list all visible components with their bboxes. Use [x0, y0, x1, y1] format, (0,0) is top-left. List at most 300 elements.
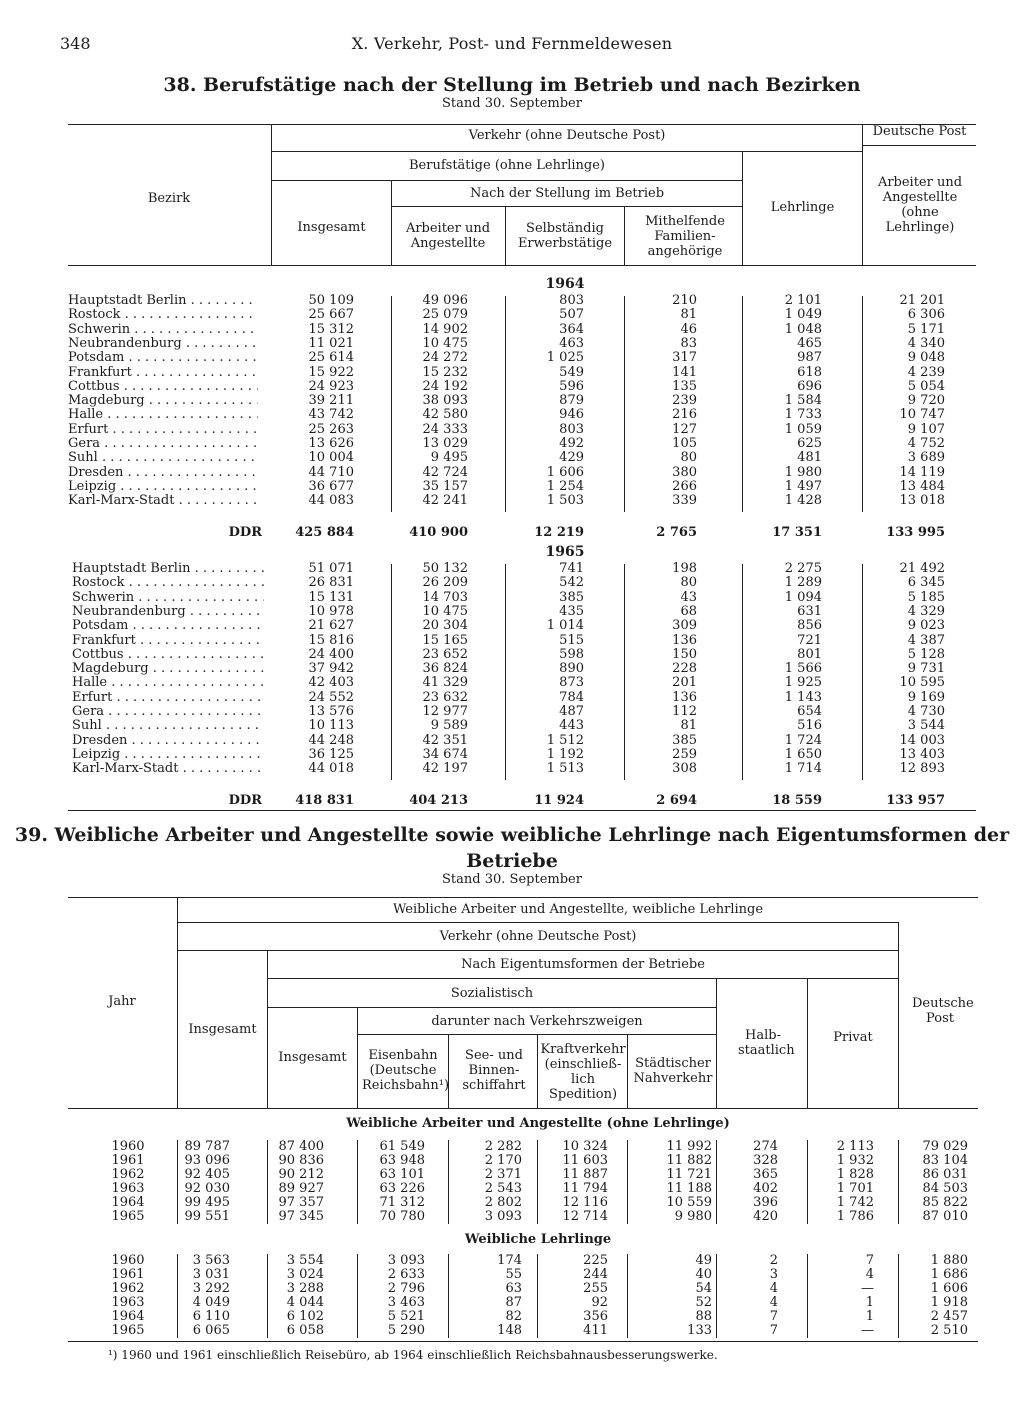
table-cell: 1 289: [784, 575, 822, 591]
footnote: ¹) 1960 und 1961 einschließlich Reisebüro, ab 1964 einschließlich Reichsbahnausbesserungswerke.: [108, 1348, 718, 1362]
table-38-top-rule: [68, 124, 976, 125]
table-cell: 10 475: [422, 603, 468, 619]
total-label: DDR: [228, 793, 262, 808]
table-39-subtitle: Stand 30. September: [442, 872, 582, 887]
table-cell: 2 282: [484, 1139, 522, 1154]
bezirk-name: Cottbus . . .: [72, 648, 264, 662]
table-cell: 34 674: [422, 746, 468, 762]
table-cell: 487: [559, 704, 584, 719]
bezirk-name: Schwerin . . .: [72, 591, 264, 605]
table-cell: 380: [672, 464, 697, 480]
table-cell: 5 171: [907, 321, 945, 337]
table-cell: 10 747: [899, 407, 945, 423]
col-head-verkehr-39: Verkehr (ohne Deutsche Post): [439, 929, 637, 944]
table-cell: 515: [559, 632, 584, 648]
table-cell: 92 030: [184, 1181, 230, 1196]
table-cell: 6 065: [192, 1323, 230, 1338]
table-cell: 255: [583, 1281, 608, 1296]
table-cell: 15 816: [308, 632, 354, 648]
table-cell: 1 701: [836, 1181, 874, 1196]
table-cell: 696: [797, 378, 822, 394]
table-cell: 259: [672, 746, 697, 762]
table-cell: 52: [695, 1295, 712, 1310]
table-cell: 13 484: [899, 478, 945, 494]
col-head-verkehr: Verkehr (ohne Deutsche Post): [468, 128, 666, 143]
table-cell: 36 125: [308, 746, 354, 762]
table-cell: 225: [583, 1253, 608, 1268]
table-cell: 14 119: [899, 464, 945, 480]
bezirk-name: Hauptstadt Berlin . . .: [68, 294, 258, 308]
table-cell: 87 400: [278, 1139, 324, 1154]
table-cell: 6 102: [286, 1309, 324, 1324]
table-cell: 87 010: [922, 1209, 968, 1224]
table-cell: 2 510: [930, 1323, 968, 1338]
table-cell: 61 549: [379, 1139, 425, 1154]
table-cell: 402: [753, 1181, 778, 1196]
table-cell: 9 495: [430, 450, 468, 466]
table-cell: 80: [680, 450, 697, 466]
col-head-insgesamt-39: Insgesamt: [188, 1022, 257, 1037]
table-cell: 14 003: [899, 732, 945, 748]
table-cell: 3 544: [907, 718, 945, 734]
col-head-lehrlinge: Lehrlinge: [770, 200, 835, 215]
table-cell: 465: [797, 335, 822, 351]
table-cell: 93 096: [184, 1153, 230, 1168]
table-cell: 141: [672, 364, 697, 380]
bezirk-name: Halle . . .: [68, 408, 258, 422]
table-cell: 42 580: [422, 407, 468, 423]
table-cell: 9 107: [907, 421, 945, 437]
table-cell: 1 048: [784, 321, 822, 337]
table-cell: 4 049: [192, 1295, 230, 1310]
bezirk-name: Karl-Marx-Stadt . . .: [68, 494, 258, 508]
table-cell: 1 742: [836, 1195, 874, 1210]
table-cell: 2 275: [784, 561, 822, 576]
table-cell: 13 626: [308, 436, 354, 451]
table-cell: 856: [797, 618, 822, 634]
table-cell: 6 058: [286, 1323, 324, 1338]
table-cell: 24 923: [308, 378, 354, 394]
table-cell: 24 272: [422, 350, 468, 366]
table-cell: 43: [680, 589, 697, 605]
table-cell: 9 980: [674, 1209, 712, 1224]
total-cell: 133 995: [886, 525, 945, 540]
table-cell: 89 927: [278, 1181, 324, 1196]
table-cell: 99 551: [184, 1209, 230, 1224]
table-cell: 803: [559, 421, 584, 437]
table-cell: 25 079: [422, 307, 468, 323]
table-cell: 2 802: [484, 1195, 522, 1210]
bezirk-name: Erfurt . . .: [68, 423, 258, 437]
bezirk-name: Halle . . .: [72, 676, 264, 690]
table-cell: 2 170: [484, 1153, 522, 1168]
table-cell: 274: [753, 1139, 778, 1154]
year-cell: 1965: [111, 1323, 145, 1338]
table-cell: 1 980: [784, 464, 822, 480]
table-cell: 135: [672, 378, 697, 394]
table-cell: 70 780: [379, 1209, 425, 1224]
table-cell: 1 143: [784, 689, 822, 705]
table-cell: 2 101: [784, 293, 822, 308]
bezirk-name: Rostock . . .: [68, 308, 258, 322]
table-cell: 13 018: [899, 493, 945, 509]
col-head-sozialistisch: Sozialistisch: [450, 986, 534, 1001]
table-cell: 481: [797, 450, 822, 466]
col-head-jahr: Jahr: [108, 994, 136, 1009]
table-cell: 38 093: [422, 393, 468, 409]
table-cell: 1 650: [784, 746, 822, 762]
total-cell: 18 559: [772, 793, 822, 808]
table-cell: 2 633: [387, 1267, 425, 1282]
table-cell: 7: [769, 1323, 778, 1338]
table-cell: 14 703: [422, 589, 468, 605]
table-cell: 784: [559, 689, 584, 705]
table-cell: 396: [753, 1195, 778, 1210]
table-cell: 244: [583, 1267, 608, 1282]
table-cell: 136: [672, 632, 697, 648]
year-heading: 1964: [545, 276, 585, 292]
table-cell: 1 733: [784, 407, 822, 423]
table-cell: 24 192: [422, 378, 468, 394]
table-cell: 946: [559, 407, 584, 423]
col-head-top: Weibliche Arbeiter und Angestellte, weibliche Lehrlinge: [392, 902, 764, 917]
table-cell: 2: [769, 1253, 778, 1268]
table-cell: 40: [695, 1267, 712, 1282]
table-cell: 3 093: [387, 1253, 425, 1268]
table-cell: 1 014: [546, 618, 584, 634]
table-cell: 11 882: [666, 1153, 712, 1168]
table-cell: 3 689: [907, 450, 945, 466]
table-cell: 25 667: [308, 307, 354, 323]
table-cell: 112: [672, 704, 697, 719]
table-cell: 11 721: [666, 1167, 712, 1182]
total-cell: 11 924: [534, 793, 584, 808]
table-cell: 1 497: [784, 478, 822, 494]
table-cell: 81: [680, 307, 697, 323]
table-cell: 1 513: [546, 761, 584, 777]
table-cell: 3 563: [192, 1253, 230, 1268]
table-cell: 339: [672, 493, 697, 509]
table-cell: 21 627: [308, 618, 354, 634]
table-cell: 987: [797, 350, 822, 366]
table-cell: 11 603: [562, 1153, 608, 1168]
section-label: Weibliche Arbeiter und Angestellte (ohne Lehrlinge): [346, 1116, 730, 1131]
table-cell: 6 110: [192, 1309, 230, 1324]
table-cell: 105: [672, 436, 697, 451]
table-cell: 435: [559, 603, 584, 619]
table-cell: 873: [559, 675, 584, 691]
bezirk-name: Magdeburg . . .: [72, 662, 264, 676]
col-head-mithelfende: Mithelfende Familien-angehörige: [645, 214, 725, 259]
total-cell: 410 900: [409, 525, 468, 540]
table-cell: 5 290: [387, 1323, 425, 1338]
table-cell: 99 495: [184, 1195, 230, 1210]
table-cell: 50 132: [422, 561, 468, 576]
table-cell: 801: [797, 646, 822, 662]
table-cell: —: [861, 1281, 874, 1296]
table-cell: 90 836: [278, 1153, 324, 1168]
col-head-insgesamt: Insgesamt: [297, 220, 366, 235]
table-cell: 654: [797, 704, 822, 719]
table-cell: 3 463: [387, 1295, 425, 1310]
table-cell: 12 714: [562, 1209, 608, 1224]
table-cell: 328: [753, 1153, 778, 1168]
table-cell: 15 165: [422, 632, 468, 648]
table-cell: 1 828: [836, 1167, 874, 1182]
table-cell: 49: [695, 1253, 712, 1268]
table-cell: 15 922: [308, 364, 354, 380]
table-cell: 11 794: [562, 1181, 608, 1196]
year-cell: 1960: [111, 1253, 145, 1268]
table-cell: 879: [559, 393, 584, 409]
table-cell: 1 192: [546, 746, 584, 762]
table-cell: 216: [672, 407, 697, 423]
table-cell: 12 977: [422, 704, 468, 719]
table-cell: 68: [680, 603, 697, 619]
table-cell: 41 329: [422, 675, 468, 691]
table-cell: 5 128: [907, 646, 945, 662]
bezirk-name: Suhl . . .: [68, 451, 258, 465]
table-cell: 15 232: [422, 364, 468, 380]
table-cell: 3 024: [286, 1267, 324, 1282]
table-cell: 1 724: [784, 732, 822, 748]
table-cell: 1 880: [930, 1253, 968, 1268]
table-cell: 631: [797, 603, 822, 619]
table-cell: 63 226: [379, 1181, 425, 1196]
table-cell: 308: [672, 761, 697, 777]
bezirk-name: Karl-Marx-Stadt . . .: [72, 762, 264, 776]
table-cell: 11 887: [562, 1167, 608, 1182]
section-label: Weibliche Lehrlinge: [464, 1232, 612, 1247]
table-cell: 15 312: [308, 321, 354, 337]
table-cell: 81: [680, 718, 697, 734]
table-cell: 1 049: [784, 307, 822, 323]
table-cell: 92: [591, 1295, 608, 1310]
table-cell: 21 201: [899, 293, 945, 308]
bezirk-name: Erfurt . . .: [72, 691, 264, 705]
table-cell: 63: [505, 1281, 522, 1296]
col-head-selbstaendig: Selbständig Erwerbstätige: [517, 221, 613, 251]
table-cell: 63 101: [379, 1167, 425, 1182]
table-cell: 44 018: [308, 761, 354, 777]
col-head-soz-insgesamt: Insgesamt: [278, 1050, 347, 1065]
table-39-title: 39. Weibliche Arbeiter und Angestellte sowie weibliche Lehrlinge nach Eigentumsformen der Betriebe: [14, 824, 1010, 872]
col-head-post-39: Deutsche Post: [912, 996, 974, 1026]
table-cell: 26 209: [422, 575, 468, 591]
table-cell: 1 094: [784, 589, 822, 605]
year-cell: 1960: [111, 1139, 145, 1154]
table-cell: 1: [865, 1309, 874, 1324]
table-cell: 598: [559, 646, 584, 662]
table-cell: 1 584: [784, 393, 822, 409]
table-cell: 80: [680, 575, 697, 591]
table-cell: 148: [497, 1323, 522, 1338]
bezirk-name: Schwerin . . .: [68, 323, 258, 337]
col-head-darunter: darunter nach Verkehrszweigen: [431, 1014, 643, 1029]
table-cell: 2 543: [484, 1181, 522, 1196]
table-cell: 14 902: [422, 321, 468, 337]
table-cell: 4 239: [907, 364, 945, 380]
table-cell: 2 457: [930, 1309, 968, 1324]
bezirk-name: Neubrandenburg . . .: [72, 605, 264, 619]
table-cell: 5 185: [907, 589, 945, 605]
table-cell: 1 932: [836, 1153, 874, 1168]
col-head-eisenbahn: Eisenbahn (Deutsche Reichsbahn¹): [362, 1048, 450, 1093]
table-cell: 1 714: [784, 761, 822, 777]
total-cell: 12 219: [534, 525, 584, 540]
bezirk-name: Cottbus . . .: [68, 380, 258, 394]
table-cell: 2 113: [836, 1139, 874, 1154]
bezirk-name: Potsdam . . .: [72, 619, 264, 633]
col-head-privat: Privat: [833, 1030, 873, 1045]
col-head-deutsche-post: Deutsche Post: [872, 124, 967, 139]
table-cell: 890: [559, 661, 584, 677]
table-cell: 1 254: [546, 478, 584, 494]
table-cell: 429: [559, 450, 584, 466]
year-cell: 1964: [111, 1309, 145, 1324]
table-cell: 54: [695, 1281, 712, 1296]
table-cell: 721: [797, 632, 822, 648]
table-cell: 84 503: [922, 1181, 968, 1196]
table-cell: 136: [672, 689, 697, 705]
table-38-bottom-rule: [68, 810, 976, 811]
table-cell: 36 824: [422, 661, 468, 677]
table-cell: 87: [505, 1295, 522, 1310]
table-cell: 4 387: [907, 632, 945, 648]
bezirk-name: Neubrandenburg . . .: [68, 337, 258, 351]
table-cell: 356: [583, 1309, 608, 1324]
table-cell: 85 822: [922, 1195, 968, 1210]
table-39-bottom-rule: [68, 1341, 978, 1342]
table-cell: 83: [680, 335, 697, 351]
table-cell: 88: [695, 1309, 712, 1324]
table-cell: 37 942: [308, 661, 354, 677]
col-head-berufstaetige: Berufstätige (ohne Lehrlinge): [409, 158, 605, 173]
table-39-header-rule: [68, 1108, 978, 1109]
table-cell: 42 241: [422, 493, 468, 509]
table-cell: 44 248: [308, 732, 354, 748]
table-cell: 2 796: [387, 1281, 425, 1296]
year-cell: 1961: [111, 1267, 145, 1282]
table-cell: 10 595: [899, 675, 945, 691]
table-cell: 3 292: [192, 1281, 230, 1296]
table-cell: 82: [505, 1309, 522, 1324]
table-cell: 7: [769, 1309, 778, 1324]
table-cell: 71 312: [379, 1195, 425, 1210]
table-cell: 46: [680, 321, 697, 337]
chapter-title: X. Verkehr, Post- und Fernmeldewesen: [351, 34, 673, 53]
table-cell: 420: [753, 1209, 778, 1224]
table-cell: 385: [672, 732, 697, 748]
total-label: DDR: [228, 525, 262, 540]
table-cell: 23 652: [422, 646, 468, 662]
table-cell: 79 029: [922, 1139, 968, 1154]
table-cell: 35 157: [422, 478, 468, 494]
table-cell: 549: [559, 364, 584, 380]
table-cell: 36 677: [308, 478, 354, 494]
table-cell: 127: [672, 421, 697, 437]
table-cell: 83 104: [922, 1153, 968, 1168]
bezirk-name: Potsdam . . .: [68, 351, 258, 365]
bezirk-name: Leipzig . . .: [72, 748, 264, 762]
table-cell: 12 893: [899, 761, 945, 777]
table-cell: 63 948: [379, 1153, 425, 1168]
table-cell: 516: [797, 718, 822, 734]
bezirk-name: Frankfurt . . .: [68, 366, 258, 380]
table-cell: 24 552: [308, 689, 354, 705]
total-cell: 2 694: [656, 793, 697, 808]
year-cell: 1962: [111, 1167, 145, 1182]
table-cell: 1 059: [784, 421, 822, 437]
table-cell: 463: [559, 335, 584, 351]
total-cell: 418 831: [295, 793, 354, 808]
table-cell: 4: [769, 1281, 778, 1296]
table-cell: 6 306: [907, 307, 945, 323]
table-cell: 13 403: [899, 746, 945, 762]
total-cell: 17 351: [772, 525, 822, 540]
table-39-top-rule: [68, 897, 978, 898]
table-cell: 1 606: [546, 464, 584, 480]
table-cell: 309: [672, 618, 697, 634]
table-cell: 625: [797, 436, 822, 451]
table-cell: 9 169: [907, 689, 945, 705]
table-cell: 42 351: [422, 732, 468, 748]
table-38-title: 38. Berufstätige nach der Stellung im Betrieb und nach Bezirken: [163, 74, 861, 96]
table-cell: 97 357: [278, 1195, 324, 1210]
table-cell: 2 371: [484, 1167, 522, 1182]
table-cell: 15 131: [308, 589, 354, 605]
table-cell: —: [861, 1323, 874, 1338]
table-cell: 9 731: [907, 661, 945, 677]
bezirk-name: Leipzig . . .: [68, 480, 258, 494]
table-cell: 3 288: [286, 1281, 324, 1296]
table-cell: 1 503: [546, 493, 584, 509]
table-cell: 97 345: [278, 1209, 324, 1224]
table-cell: 4 044: [286, 1295, 324, 1310]
table-cell: 1 566: [784, 661, 822, 677]
year-cell: 1963: [111, 1295, 145, 1310]
table-cell: 1: [865, 1295, 874, 1310]
table-cell: 21 492: [899, 561, 945, 576]
bezirk-name: Hauptstadt Berlin . . .: [72, 562, 264, 576]
table-cell: 239: [672, 393, 697, 409]
table-cell: 492: [559, 436, 584, 451]
table-cell: 133: [687, 1323, 712, 1338]
col-head-stellung: Nach der Stellung im Betrieb: [469, 186, 665, 201]
table-cell: 7: [865, 1253, 874, 1268]
table-cell: 174: [497, 1253, 522, 1268]
table-cell: 10 324: [562, 1139, 608, 1154]
table-cell: 365: [753, 1167, 778, 1182]
table-cell: 51 071: [308, 561, 354, 576]
col-head-arbeiter: Arbeiter und Angestellte: [405, 221, 491, 251]
table-cell: 3: [769, 1267, 778, 1282]
bezirk-name: Gera . . .: [72, 705, 264, 719]
table-cell: 4: [865, 1267, 874, 1282]
table-cell: 3 031: [192, 1267, 230, 1282]
table-cell: 12 116: [562, 1195, 608, 1210]
bezirk-name: Suhl . . .: [72, 719, 264, 733]
table-cell: 90 212: [278, 1167, 324, 1182]
table-cell: 9 589: [430, 718, 468, 734]
table-cell: 150: [672, 646, 697, 662]
table-cell: 11 992: [666, 1139, 712, 1154]
year-cell: 1965: [111, 1209, 145, 1224]
table-cell: 10 113: [308, 718, 354, 734]
table-cell: 4 340: [907, 335, 945, 351]
year-heading: 1965: [545, 544, 585, 560]
table-cell: 266: [672, 478, 697, 494]
